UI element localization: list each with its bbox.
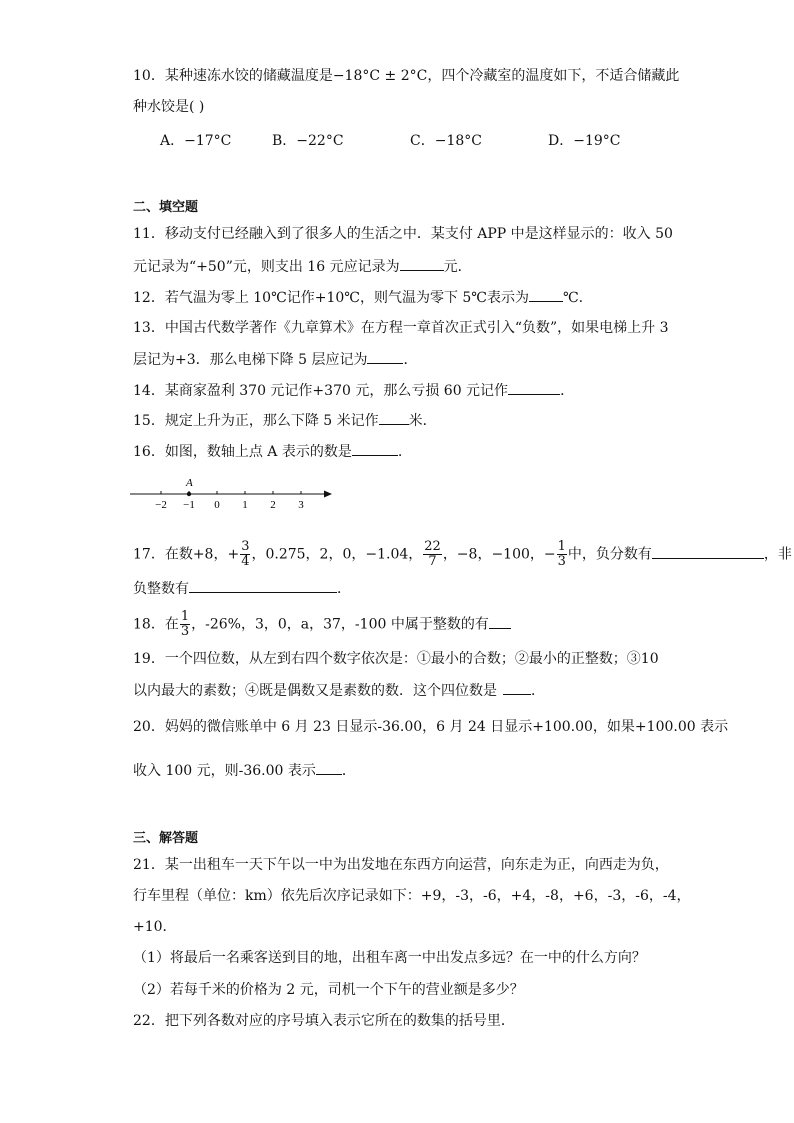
q18-prefix: 18．在 <box>133 616 179 633</box>
q21-sub2: （2）若每千米的价格为 2 元，司机一个下午的营业额是多少？ <box>133 982 524 998</box>
number-line-tick-label: 1 <box>242 499 248 511</box>
q17-negative-fractions-blank <box>652 544 764 559</box>
q17-prefix: 17．在数+8，+ <box>133 546 240 563</box>
q19-line1: 19．一个四位数，从左到右四个数字依次是：①最小的合数；②最小的正整数；③10 <box>133 651 659 667</box>
q19-text-b: ． <box>531 683 545 699</box>
q17-frac1-numerator: 3 <box>241 539 250 554</box>
q17-frac2-numerator: 22 <box>424 539 441 554</box>
q15-text-a: 15．规定上升为正，那么下降 5 米记作 <box>133 413 379 429</box>
number-line-tick-label: 2 <box>270 499 276 511</box>
q15-text-b: 米． <box>408 413 437 429</box>
q18-fraction-1-3 <box>180 610 190 639</box>
q17-line2-text: 负整数有 <box>133 581 189 597</box>
q12-text-b: ℃. <box>562 290 584 306</box>
q17-nonnegative-integers-blank <box>189 578 337 593</box>
q16-text-b: . <box>397 444 403 460</box>
q17-frac1-denominator: 4 <box>241 554 250 569</box>
q17-frac3-numerator: 1 <box>557 539 566 554</box>
q17-frac2-denominator: 7 <box>428 554 437 569</box>
q17-fraction-1-3 <box>557 540 567 569</box>
q20-line2 <box>133 760 356 781</box>
q11-text-b: 元． <box>443 259 472 275</box>
q17-mid: ，0.275，2，0，−1.04， <box>251 546 423 563</box>
number-line-figure <box>128 474 338 514</box>
number-line-tick-label: 0 <box>214 499 220 511</box>
q11-text-a: 元记录为“+50”元，则支出 16 元应记录为 <box>133 259 400 275</box>
q17-fraction-22-7 <box>423 540 442 569</box>
q12-line <box>133 287 583 308</box>
q17-line2 <box>133 578 351 599</box>
point-a-label: A <box>186 477 193 489</box>
number-line-tick-label: −1 <box>183 499 195 511</box>
q13-text-b: ． <box>403 352 418 368</box>
q17-line2-end: ． <box>337 581 351 597</box>
number-line-tick-label: −2 <box>155 499 167 511</box>
q14-text-b: ． <box>560 383 575 399</box>
q21-line2: 行车里程（单位：km）依先后次序记录如下：+9，-3，-6，+4，-8，+6，-3，-6，-4， <box>133 888 691 904</box>
q22-line1: 22．把下列各数对应的序号填入表示它所在的数集的括号里． <box>133 1013 515 1029</box>
q17-line1 <box>133 540 792 569</box>
q18-frac-numerator: 1 <box>180 609 190 624</box>
q18-line <box>133 610 511 639</box>
number-line-tick-label: 3 <box>298 499 304 511</box>
number-line-arrow <box>324 491 332 498</box>
q10-stem-line1: 10．某种速冻水饺的储藏温度是−18°C ± 2°C，四个冷藏室的温度如下，不适合储藏此 <box>133 68 680 84</box>
q20-text-a: 收入 100 元，则-36.00 表示 <box>133 763 316 779</box>
q12-answer-blank <box>529 287 563 302</box>
q18-rest: ，-26%，3，0，a，37，-100 中属于整数的有 <box>191 616 489 633</box>
q14-text-a: 14．某商家盈利 370 元记作+370 元，那么亏损 60 元记作 <box>133 383 509 399</box>
section-2-title: 二、填空题 <box>133 200 199 215</box>
q19-answer-blank <box>503 680 531 695</box>
q12-text-a: 12．若气温为零上 10℃记作+10℃，则气温为零下 5℃表示为 <box>133 290 529 306</box>
section-3-title: 三、解答题 <box>133 831 199 846</box>
q17-mid2: ，−8，−100，− <box>442 546 556 563</box>
q16-line <box>133 441 402 462</box>
q17-after2: ，非 <box>763 546 792 563</box>
q10-stem-line2: 种水饺是( ) <box>133 99 205 115</box>
q14-answer-blank <box>508 380 560 395</box>
q17-frac3-denominator: 3 <box>557 554 566 569</box>
q21-line1: 21．某一出租车一天下午以一中为出发地在东西方向运营，向东走为正，向西走为负， <box>133 857 669 873</box>
q20-text-b: ． <box>341 763 356 779</box>
point-a-dot <box>187 492 191 496</box>
q11-line2 <box>133 256 472 277</box>
q13-line1: 13．中国古代数学著作《九章算术》在方程一章首次正式引入“负数”，如果电梯上升 3 <box>133 320 669 336</box>
q21-sub1: （1）将最后一名乘客送到目的地，出租车离一中出发点多远？在一中的什么方向？ <box>133 950 646 966</box>
q10-option-d: D．−19°C <box>548 133 621 149</box>
q11-line1: 11．移动支付已经融入到了很多人的生活之中．某支付 APP 中是这样显示的：收入 50 <box>133 226 673 242</box>
q15-line <box>133 410 437 431</box>
q10-option-c: C．−18°C <box>410 133 482 149</box>
q19-text-a: 以内最大的素数；④既是偶数又是素数的数．这个四位数是 <box>133 683 497 699</box>
q16-text-a: 16．如图，数轴上点 A 表示的数是 <box>133 444 352 460</box>
q18-frac-denominator: 3 <box>180 624 190 639</box>
q17-fraction-3-4 <box>240 540 250 569</box>
q10-option-b: B．−22°C <box>272 133 344 149</box>
q21-line3: +10． <box>133 919 177 935</box>
q11-answer-blank <box>400 256 444 271</box>
q17-after: 中，负分数有 <box>567 546 652 563</box>
q16-answer-blank <box>352 441 398 456</box>
q13-line2 <box>133 349 417 370</box>
q15-answer-blank <box>379 410 409 425</box>
q20-answer-blank <box>316 760 342 775</box>
q13-text-a: 层记为+3．那么电梯下降 5 层应记为 <box>133 352 368 368</box>
q19-line2 <box>133 680 545 701</box>
q18-answer-blank <box>489 614 511 629</box>
q13-answer-blank <box>367 349 403 364</box>
q20-line1: 20．妈妈的微信账单中 6 月 23 日显示-36.00，6 月 24 日显示+100.00，如果+100.00 表示 <box>133 719 729 735</box>
q10-option-a: A．−17°C <box>160 133 232 149</box>
q14-line <box>133 380 574 401</box>
